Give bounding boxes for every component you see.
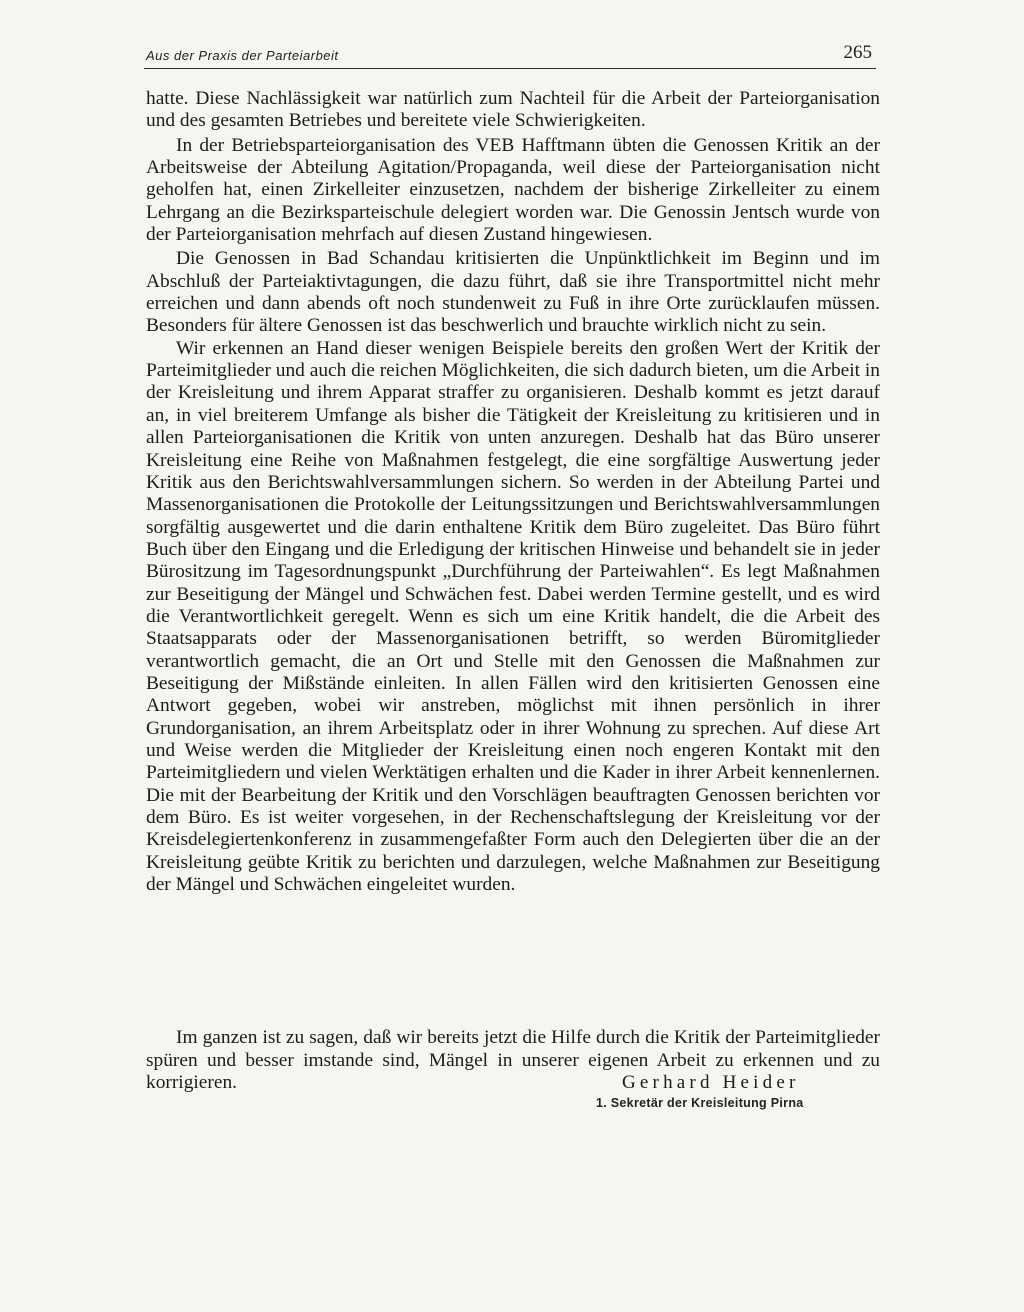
running-title: Aus der Praxis der Parteiarbeit: [146, 48, 339, 63]
paragraph-measures: Wir erkennen an Hand dieser wenigen Beispiele bereits den großen Wert der Kritik der Parteimitglieder und auch die reichen Möglichkeiten, die sich dadurch bieten, um die Arbeit in der Kreisleitung und ihrem Apparat straffer zu organisieren. Deshalb kommt es jetzt darauf an, in viel breiterem Umfange als bisher die Tätigkeit der Kreisleitung zu kritisieren und in allen Parteiorganisationen die Kritik von unten anzuregen. Deshalb hat das Büro unserer Kreisleitung eine Reihe von Maßnahmen festgelegt, die eine sorgfältige Auswertung jeder Kritik aus den Berichtswahlversammlungen sichern. So werden in der Abteilung Partei und Massenorganisationen die Protokolle der Leitungssitzungen und Berichtswahlversammlungen sorgfältig ausgewertet und die darin enthaltene Kritik dem Büro zugeleitet. Das Büro führt Buch über den Eingang und die Erledigung der kritischen Hinweise und behandelt sie in jeder Bürositzung im Tagesordnungspunkt „Durchführung der Parteiwahlen“. Es legt Maßnahmen zur Beseitigung der Mängel und Schwächen fest. Dabei werden Termine gestellt, und es wird die Verantwortlichkeit geregelt. Wenn es sich um eine Kritik handelt, die die Arbeit des Staatsapparats oder der Massenorganisationen betrifft, so werden Büromitglieder verantwortlich gemacht, die an Ort und Stelle mit den Genossen die Maßnahmen zur Beseitigung der Mißstände einleiten. In allen Fällen wird den kritisierten Genossen eine Antwort gegeben, wobei wir anstreben, möglichst mit ihnen persönlich in ihrer Grundorganisation, an ihrem Arbeitsplatz oder in ihrer Wohnung zu sprechen. Auf diese Art und Weise werden die Mitglieder der Kreisleitung einen noch engeren Kontakt mit den Parteimitgliedern und vielen Werktätigen erhalten und die Kader in ihrer Arbeit kennenlernen. Die mit der Bearbeitung der Kritik und den Vorschlägen beauftragten Genossen berichten vor dem Büro. Es ist weiter vorgesehen, in der Rechenschaftslegung der Kreisleitung vor der Kreisdelegiertenkonferenz in zusammengefaßter Form auch den Delegierten über die an der Kreisleitung geübte Kritik zu berichten und darzulegen, welche Maßnahmen zur Beseitigung der Mängel und Schwächen eingeleitet wurden.: [146, 337, 880, 896]
paragraph-hafftmann: In der Betriebsparteiorganisation des VEB Hafftmann übten die Genossen Kritik an der Arbeitsweise der Abteilung Agitation/Propaganda, weil diese der Parteiorganisation nicht geholfen hat, einen Zirkelleiter einzusetzen, nachdem der bisherige Zirkelleiter zu einem Lehrgang an die Bezirksparteischule delegiert worden war. Die Genossin Jentsch wurde von der Parteiorganisation mehrfach auf diesen Zustand hingewiesen.: [146, 134, 880, 246]
page-number: 265: [843, 42, 872, 63]
paragraph-continuation: hatte. Diese Nachlässigkeit war natürlich zum Nachteil für die Arbeit der Parteiorganisation und des gesamten Betriebes und bereitete viele Schwierigkeiten.: [146, 88, 880, 132]
running-header: [144, 44, 876, 69]
closing-paragraph: Im ganzen ist zu sagen, daß wir bereits jetzt die Hilfe durch die Kritik der Parteimitglieder spüren und besser imstande sind, Mängel in unserer eigenen Arbeit zu erkennen und zu korrigieren.: [146, 1027, 880, 1093]
author-name: Gerhard Heider: [622, 1072, 800, 1093]
author-role: 1. Sekretär der Kreisleitung Pirna: [596, 1096, 804, 1110]
paragraph-bad-schandau: Die Genossen in Bad Schandau kritisierten die Unpünktlichkeit im Beginn und im Abschluß der Parteiaktivtagungen, die dazu führt, daß sie ihre Transportmittel nicht mehr erreichen und dann abends oft noch stundenweit zu Fuß in ihre Orte zurücklaufen müssen. Besonders für ältere Genossen ist das beschwerlich und brauchte wirklich nicht zu sein.: [146, 248, 880, 337]
article-body: [146, 88, 880, 896]
